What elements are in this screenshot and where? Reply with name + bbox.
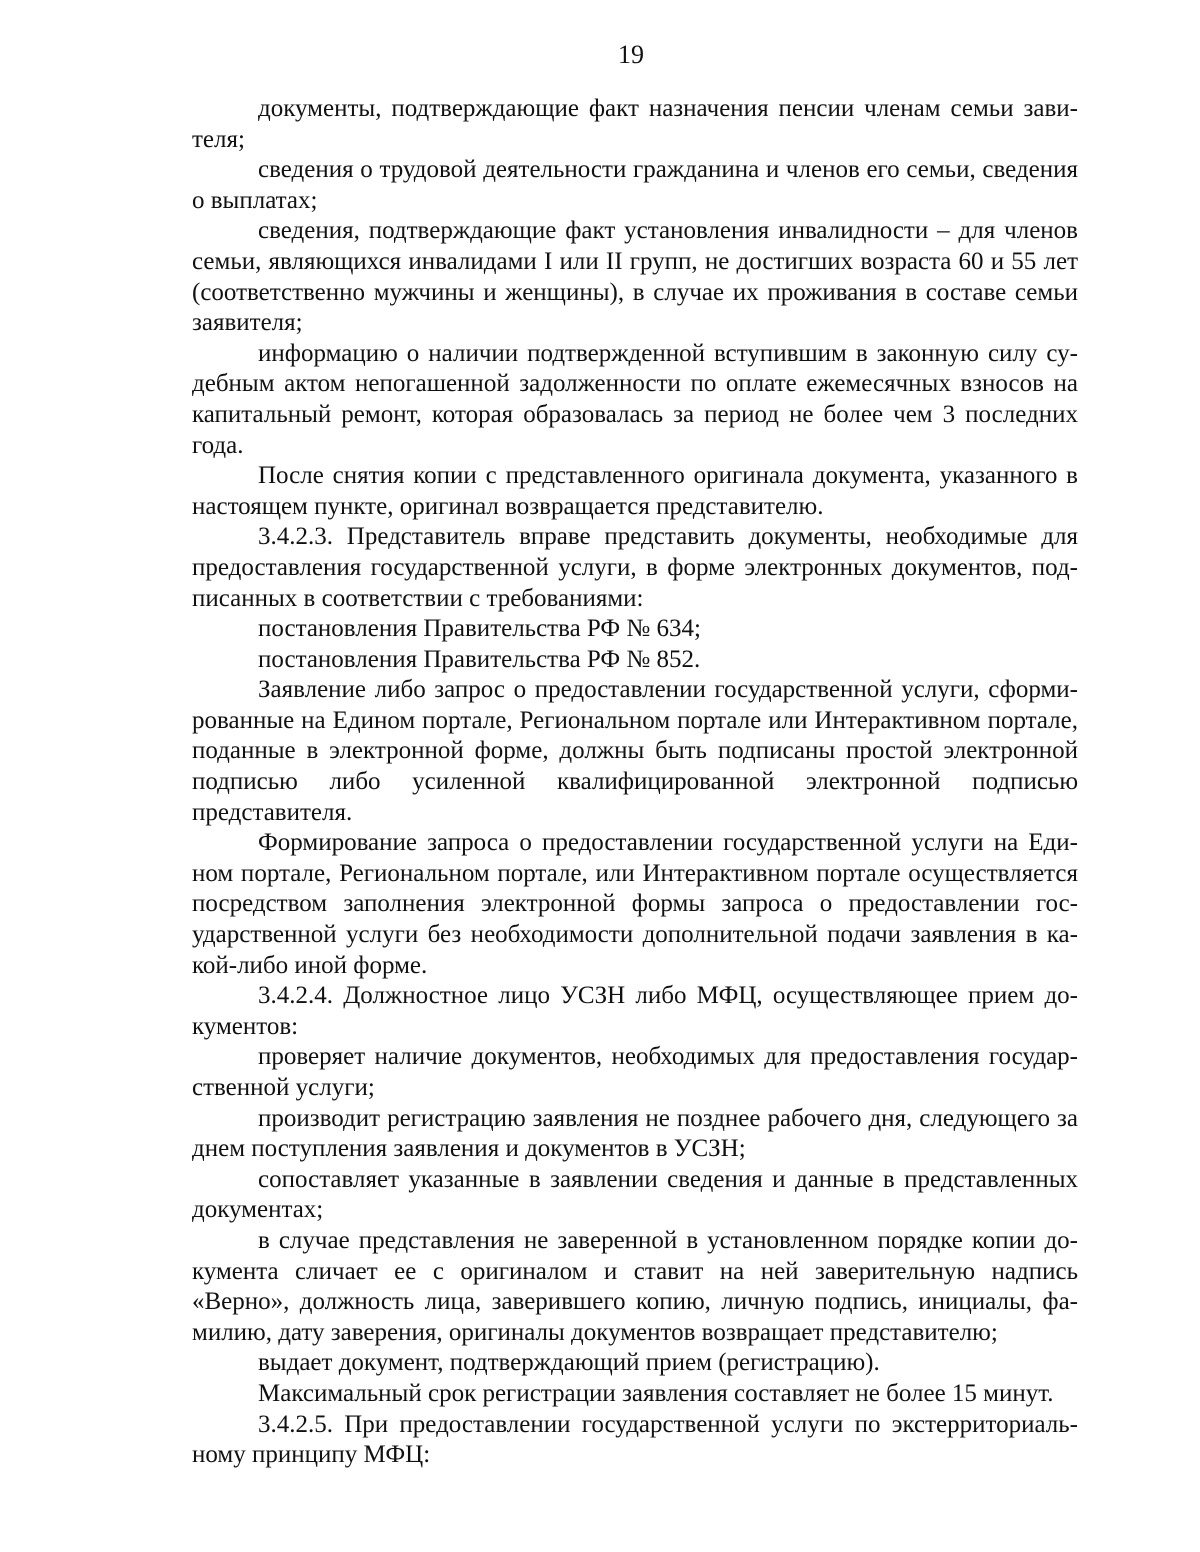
paragraph-3-4-2-3: 3.4.2.3. Представитель вправе представить документы, необходимые для предоставления государственной услуги, в форме электронных документов, подписанных в соответствии с требованиями: [192, 523, 1078, 612]
paragraph-electronic-signature: Заявление либо запрос о предоставлении государственной услуги, сформированные на Едином портале, Региональном портале или Интерактивном портале, поданные в электронной форме, должны быть подписаны простой электронной подписью либо усиленной квалифицированной электронной подписью представителя. [192, 676, 1078, 826]
paragraph-registration: производит регистрацию заявления не позднее рабочего дня, следующего за днем поступления заявления и документов в УСЗН; [192, 1104, 1078, 1163]
paragraph-check-documents: проверяет наличие документов, необходимых для предоставления государственной услуги; [192, 1043, 1078, 1101]
paragraph-issue-receipt: выдает документ, подтверждающий прием (регистрацию). [258, 1349, 880, 1377]
paragraph-resolution-852: постановления Правительства РФ № 852. [258, 645, 701, 673]
paragraph-original-return: После снятия копии с представленного оригинала документа, указанного в настоящем пункте, оригинал возвращается представителю. [192, 462, 1078, 520]
document-body [192, 94, 1078, 1471]
paragraph-disability-info: сведения, подтверждающие факт установления инвалидности – для членов семьи, являющихся инвалидами I или II групп, не достигших возраста 60 и 55 лет (соответственно мужчины и женщины), в случае их проживания в составе семьи заявителя; [192, 217, 1078, 337]
page-number: 19 [618, 40, 644, 69]
paragraph-pension-documents: документы, подтверждающие факт назначения пенсии членам семьи завителя; [192, 95, 1078, 153]
paragraph-3-4-2-5: 3.4.2.5. При предоставлении государственной услуги по экстерриториальному принципу МФЦ: [192, 1410, 1078, 1469]
paragraph-resolution-634: постановления Правительства РФ № 634; [258, 615, 701, 643]
paragraph-certify-copy: в случае представления не заверенной в установленном порядке копии документа сличает ее с оригиналом и ставит на ней заверительную надпись «Верно», должность лица, заверившего копию, личную подпись, инициалы, фамилию, дату заверения, оригиналы документов возвращает представителю; [192, 1226, 1078, 1346]
paragraph-compare-data: сопоставляет указанные в заявлении сведения и данные в представленных документах; [192, 1165, 1078, 1224]
paragraph-max-time: Максимальный срок регистрации заявления составляет не более 15 минут. [258, 1379, 1054, 1407]
paragraph-request-formation: Формирование запроса о предоставлении государственной услуги на Едином портале, Региональном портале, или Интерактивном портале осуществляется посредством заполнения электронной формы запроса о предоставлении государственной услуги без необходимости дополнительной подачи заявления в какой-либо иной форме. [192, 829, 1078, 979]
paragraph-3-4-2-4: 3.4.2.4. Должностное лицо УСЗН либо МФЦ, осуществляющее прием документов: [192, 982, 1078, 1040]
paragraph-labor-activity: сведения о трудовой деятельности гражданина и членов его семьи, сведения о выплатах; [192, 156, 1078, 214]
paragraph-debt-info: информацию о наличии подтвержденной вступившим в законную силу судебным актом непогашенной задолженности по оплате ежемесячных взносов на капитальный ремонт, которая образовалась за период не более чем 3 последних года. [192, 339, 1078, 459]
